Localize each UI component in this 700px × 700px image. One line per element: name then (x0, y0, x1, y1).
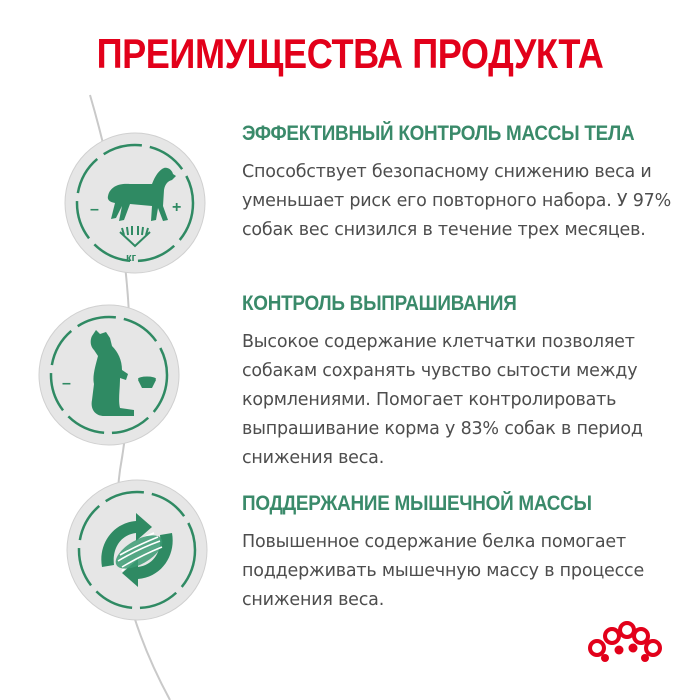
royal-canin-crown-icon (585, 618, 663, 664)
benefit-section-muscle (242, 492, 682, 615)
page-title: ПРЕИМУЩЕСТВА ПРОДУКТА (96, 30, 604, 77)
section-text: Повышенное содержание белка помогает поддерживать мышечную массу в процессе снижения веса. (242, 532, 645, 610)
benefit-section-begging (242, 292, 682, 473)
section-heading: КОНТРОЛЬ ВЫПРАШИВАНИЯ (242, 292, 517, 315)
section-heading: ЭФФЕКТИВНЫЙ КОНТРОЛЬ МАССЫ ТЕЛА (242, 122, 635, 145)
muscle-cycle-icon (62, 475, 212, 625)
benefit-section-weight (242, 122, 682, 245)
begging-dog-icon (34, 300, 184, 450)
minus-label: – (62, 375, 71, 392)
section-text: Способствует безопасному снижению веса и уменьшает риск его повторного набора. У 97% собак вес снизился в течение трех месяцев. (242, 162, 672, 240)
section-heading: ПОДДЕРЖАНИЕ МЫШЕЧНОЙ МАССЫ (242, 492, 592, 515)
plus-label: + (172, 199, 182, 216)
section-text: Высокое содержание клетчатки позволяет собакам сохранять чувство сытости между кормлениями. Помогает контролировать выпрашивание корма у 83% собак в период снижения веса. (242, 332, 643, 468)
kg-label: кг (126, 252, 137, 264)
minus-label: – (90, 201, 99, 218)
dog-scale-icon (60, 128, 210, 278)
